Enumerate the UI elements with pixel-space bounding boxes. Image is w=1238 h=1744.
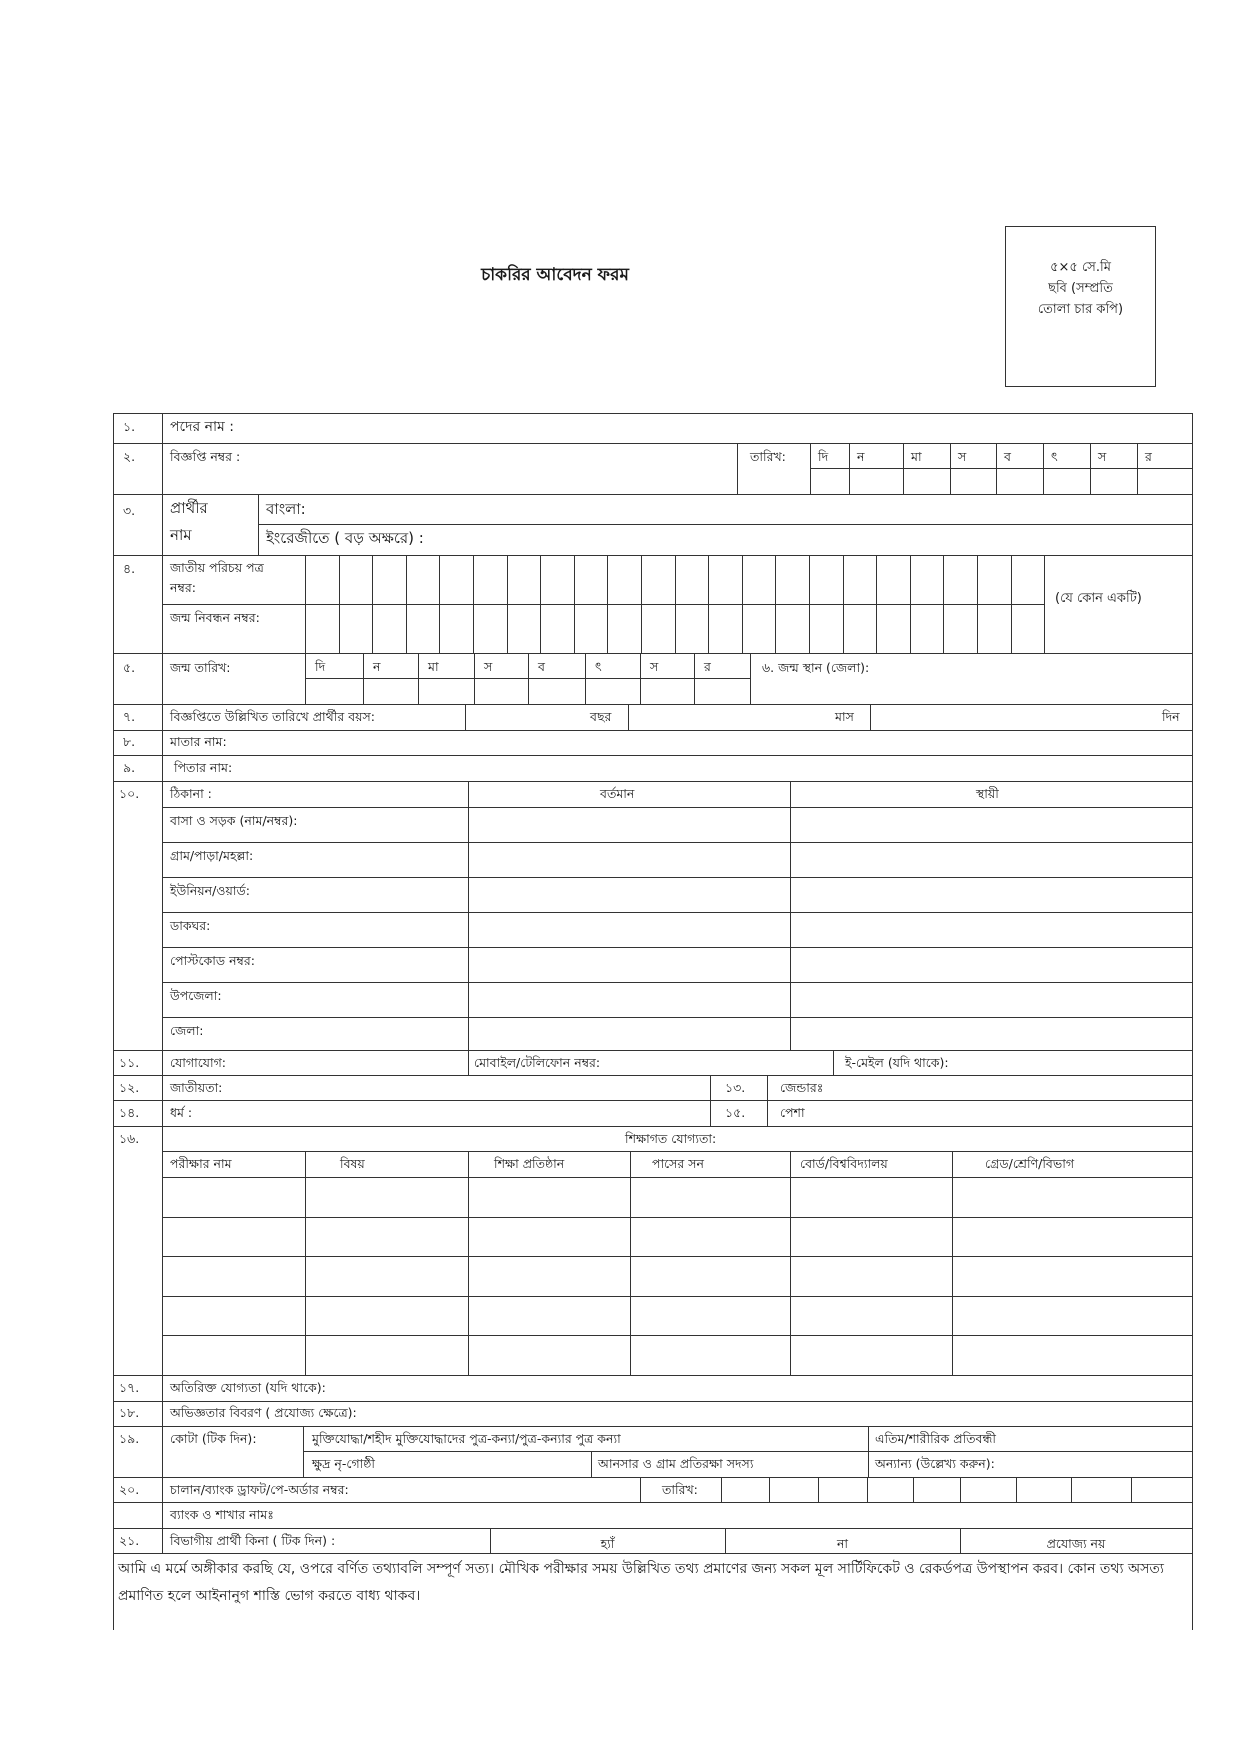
birth-reg-digit-box[interactable] (675, 605, 708, 652)
no-text: না (836, 1536, 849, 1551)
present-address-input[interactable] (469, 1018, 789, 1049)
circular-date-digit[interactable] (849, 469, 903, 493)
circular-date-digit[interactable] (1137, 469, 1192, 493)
quota-label: কোটা (টিক দিন): (170, 1431, 257, 1446)
gender-label: জেন্ডারঃ (780, 1080, 824, 1095)
mother-name-label: মাতার নাম: (170, 734, 227, 749)
present-address-input[interactable] (469, 878, 789, 911)
birth-reg-digit-box[interactable] (473, 605, 506, 652)
grid-line (113, 653, 1192, 654)
row-number: ১৯. (119, 1431, 140, 1446)
father-name-label: পিতার নাম: (174, 760, 233, 775)
address-field-label: বাসা ও সড়ক (নাম/নম্বর): (170, 813, 298, 828)
grid-line (833, 1050, 834, 1075)
grid-line (1192, 413, 1193, 1630)
father-name-field[interactable] (240, 756, 1190, 780)
address-field-label: জেলা: (170, 1023, 204, 1038)
challan-date-digit[interactable] (818, 1478, 867, 1501)
years-unit: বছর (590, 709, 612, 724)
nid-digit-box[interactable] (943, 556, 976, 604)
education-cell[interactable] (469, 1336, 629, 1374)
address-field-label: ইউনিয়ন/ওয়ার্ড: (170, 883, 250, 898)
mother-name-field[interactable] (240, 731, 1190, 754)
bank-branch-field[interactable] (290, 1503, 1190, 1527)
education-column-header: গ্রেড/শ্রেণি/বিভাগ (985, 1156, 1075, 1171)
education-cell[interactable] (163, 1297, 304, 1334)
any-one-note: (যে কোন একটি) (1055, 591, 1142, 606)
nid-digit-box[interactable] (439, 556, 472, 604)
education-cell[interactable] (306, 1218, 467, 1255)
departmental-label: বিভাগীয় প্রার্থী কিনা ( টিক দিন) : (170, 1533, 336, 1548)
education-cell[interactable] (791, 1257, 951, 1295)
education-cell[interactable] (306, 1178, 467, 1216)
experience-label: অভিজ্ঞতার বিবরণ ( প্রযোজ্য ক্ষেত্রে): (170, 1405, 357, 1420)
months-unit: মাস (835, 709, 854, 724)
grid-line (113, 781, 1192, 782)
permanent-address-header: স্থায়ী (976, 786, 999, 801)
nid-label-cont: নম্বর: (170, 580, 196, 595)
additional-qualification-label: অতিরিক্ত যোগ্যতা (যদি থাকে): (170, 1380, 326, 1395)
birth-reg-digit-box[interactable] (775, 605, 808, 652)
education-cell[interactable] (469, 1218, 629, 1255)
row-number: ৩. (123, 503, 136, 518)
birth-date-digit[interactable] (474, 679, 528, 703)
permanent-address-input[interactable] (791, 948, 1191, 981)
education-cell[interactable] (306, 1257, 467, 1295)
contact-label: যোগাযোগ: (170, 1055, 226, 1070)
grid-line (767, 1075, 768, 1126)
row-number: ১৩. (725, 1080, 746, 1095)
quota-ansar-vdp-option[interactable] (592, 1452, 867, 1476)
challan-date-label: তারিখ: (662, 1482, 698, 1497)
birthplace-label: ৬. জন্ম স্থান (জেলা): (762, 660, 870, 675)
circular-date-digit[interactable] (1090, 469, 1137, 493)
birth-reg-digit-box[interactable] (305, 605, 338, 652)
row-number: ১১. (119, 1055, 140, 1070)
birth-date-digit[interactable] (694, 679, 750, 703)
nid-digit-box[interactable] (574, 556, 607, 604)
quota-freedom-fighter-option[interactable] (304, 1427, 867, 1451)
yes-text: হ্যাঁ (600, 1536, 615, 1551)
education-cell[interactable] (953, 1178, 1191, 1216)
date-letter: স (650, 659, 659, 674)
present-address-input[interactable] (469, 948, 789, 981)
name-bangla-field[interactable] (330, 495, 1190, 523)
nid-digit-box[interactable] (607, 556, 640, 604)
education-column-header: বোর্ড/বিশ্ববিদ্যালয় (800, 1156, 888, 1171)
applicant-label: প্রার্থীর (170, 499, 208, 517)
date-letter: ন (857, 449, 865, 464)
education-cell[interactable] (163, 1218, 304, 1255)
age-days-field[interactable] (871, 705, 1191, 729)
nid-digit-box[interactable] (910, 556, 943, 604)
education-cell[interactable] (631, 1297, 789, 1334)
birth-reg-label: জন্ম নিবন্ধন নম্বর: (170, 610, 260, 625)
birth-reg-digit-box[interactable] (843, 605, 876, 652)
row-number: ১৮. (119, 1405, 140, 1420)
row-number: ১৬. (119, 1131, 140, 1146)
departmental-no-option[interactable] (726, 1529, 959, 1553)
quota-ethnic-minority-option[interactable] (304, 1452, 590, 1476)
challan-label: চালান/ব্যাংক ড্রাফট/পে-অর্ডার নম্বর: (170, 1482, 349, 1497)
date-letter: ৎ (595, 659, 602, 674)
date-letter: র (704, 659, 711, 674)
departmental-yes-option[interactable] (491, 1529, 724, 1553)
date-letter: মা (911, 449, 922, 464)
date-letter: স (484, 659, 493, 674)
education-cell[interactable] (163, 1336, 304, 1374)
date-letter: ন (373, 659, 381, 674)
grid-line (113, 413, 114, 1630)
name-english-field[interactable] (470, 524, 1190, 554)
nid-digit-box[interactable] (708, 556, 741, 604)
challan-date-digit[interactable] (960, 1478, 1016, 1501)
birth-reg-digit-box[interactable] (406, 605, 439, 652)
row-number: ১২. (119, 1080, 140, 1095)
education-cell[interactable] (953, 1257, 1191, 1295)
row-number: ৯. (123, 760, 136, 775)
email-field[interactable] (985, 1051, 1190, 1075)
nid-digit-box[interactable] (1011, 556, 1044, 604)
birth-reg-digit-box[interactable] (809, 605, 842, 652)
grid-line (162, 413, 163, 1553)
photo-desc-text: ছবি (সম্প্রতি (1048, 281, 1113, 296)
education-cell[interactable] (469, 1257, 629, 1295)
bank-branch-label: ব্যাংক ও শাখার নামঃ (170, 1507, 274, 1522)
challan-number-field[interactable] (400, 1478, 638, 1502)
row-number: ১. (123, 419, 136, 434)
circular-date-digit[interactable] (996, 469, 1043, 493)
religion-label: ধর্ম : (170, 1105, 193, 1120)
photo-box[interactable] (1005, 226, 1156, 387)
phone-label: মোবাইল/টেলিফোন নম্বর: (474, 1055, 601, 1070)
occupation-field[interactable] (820, 1101, 1190, 1125)
birthplace-field[interactable] (900, 656, 1190, 702)
quota-orphan-text: এতিম/শারীরিক প্রতিবন্ধী (875, 1431, 996, 1446)
grid-line (113, 1553, 1192, 1554)
name-english-label: ইংরেজীতে ( বড় অক্ষরে) : (266, 529, 424, 547)
birth-reg-digit-box[interactable] (910, 605, 943, 652)
birth-reg-digit-box[interactable] (742, 605, 775, 652)
name-bangla-label: বাংলা: (266, 500, 306, 518)
birth-reg-digit-box[interactable] (943, 605, 976, 652)
row-number: ২. (123, 449, 136, 464)
education-column-header: বিষয় (340, 1156, 365, 1171)
education-cell[interactable] (631, 1218, 789, 1255)
photo-copies-text: তোলা চার কপি) (1037, 302, 1124, 317)
education-cell[interactable] (953, 1297, 1191, 1334)
nationality-label: জাতীয়তা: (170, 1080, 223, 1095)
row-number: ২০. (119, 1482, 140, 1497)
additional-qualification-field[interactable] (380, 1376, 1190, 1400)
date-letter: দি (315, 659, 326, 674)
grid-line (162, 1151, 1192, 1152)
quota-freedom-fighter-text: মুক্তিযোদ্ধা/শহীদ মুক্তিযোদ্ধাদের পুত্র-কন্যা/পুত্র-কন্যার পুত্র কন্যা (312, 1431, 621, 1446)
date-letter: র (1145, 449, 1152, 464)
row-number: ৮. (123, 734, 136, 749)
education-cell[interactable] (791, 1336, 951, 1374)
date-letter: ব (538, 659, 545, 674)
quota-orphan-disabled-option[interactable] (869, 1427, 1191, 1451)
declaration-text: আমি এ মর্মে অঙ্গীকার করছি যে, ওপরে বর্ণিত তথ্যাবলি সম্পূর্ণ সত্য। মৌখিক পরীক্ষার সময় উল্লিখিত তথ্য প্রমাণের জন্য সকল মূল সার্টিফিকেট ও রেকর্ডপত্র উপস্থাপন করব। কোন তথ্য অসত্য প্রমাণিত হলে আইনানুগ শাস্তি ভোগ করতে বাধ্য থাকব। (118, 1561, 1164, 1604)
nid-digit-box[interactable] (641, 556, 674, 604)
present-address-input[interactable] (469, 843, 789, 876)
birth-date-digit[interactable] (585, 679, 640, 703)
birth-date-digit[interactable] (640, 679, 694, 703)
nid-digit-box[interactable] (473, 556, 506, 604)
permanent-address-input[interactable] (791, 843, 1191, 876)
birth-reg-digit-box[interactable] (1011, 605, 1044, 652)
row-number: ৭. (123, 709, 136, 724)
birth-date-digit[interactable] (305, 679, 363, 703)
date-letter: দি (818, 449, 829, 464)
education-cell[interactable] (631, 1336, 789, 1374)
education-column-header: পাসের সন (652, 1156, 704, 1171)
nid-digit-box[interactable] (372, 556, 405, 604)
quota-other-text: অন্যান্য (উল্লেখ্য করুন): (875, 1456, 995, 1471)
grid-line (750, 653, 751, 704)
birth-reg-digit-box[interactable] (339, 605, 372, 652)
education-cell[interactable] (469, 1178, 629, 1216)
permanent-address-input[interactable] (791, 913, 1191, 946)
nid-digit-box[interactable] (305, 556, 338, 604)
quota-other-option[interactable] (869, 1452, 1191, 1476)
circular-date-digit[interactable] (810, 469, 849, 493)
education-column-header: পরীক্ষার নাম (170, 1156, 232, 1171)
date-letter: ৎ (1051, 449, 1058, 464)
education-cell[interactable] (306, 1336, 467, 1374)
circular-number-field[interactable] (260, 444, 735, 492)
birth-date-digit[interactable] (363, 679, 418, 703)
name-label: নাম (170, 526, 192, 544)
permanent-address-input[interactable] (791, 1018, 1191, 1049)
row-number: ৪. (123, 561, 136, 576)
form-title: চাকরির আবেদন ফরম (481, 265, 629, 285)
challan-date-digit[interactable] (913, 1478, 960, 1501)
present-address-input[interactable] (469, 808, 789, 841)
permanent-address-input[interactable] (791, 983, 1191, 1016)
birth-reg-digit-box[interactable] (372, 605, 405, 652)
experience-field[interactable] (400, 1402, 1190, 1425)
present-address-input[interactable] (469, 983, 789, 1016)
present-address-header: বর্তমান (600, 786, 635, 801)
challan-date-digit[interactable] (1071, 1478, 1131, 1501)
education-column-header: শিক্ষা প্রতিষ্ঠান (494, 1156, 565, 1171)
challan-date-digit[interactable] (1131, 1478, 1192, 1501)
grid-line (710, 1075, 711, 1126)
birth-reg-digit-box[interactable] (708, 605, 741, 652)
nid-digit-box[interactable] (507, 556, 540, 604)
nid-digit-box[interactable] (742, 556, 775, 604)
education-cell[interactable] (791, 1178, 951, 1216)
age-months-field[interactable] (629, 705, 869, 729)
date-letter: স (1098, 449, 1107, 464)
permanent-address-input[interactable] (791, 808, 1191, 841)
row-number: ২১. (119, 1533, 140, 1548)
nationality-field[interactable] (240, 1076, 708, 1100)
row-number: ১৭. (119, 1380, 140, 1395)
birth-date-digit[interactable] (528, 679, 585, 703)
days-unit: দিন (1162, 709, 1180, 724)
circular-date-digit[interactable] (1043, 469, 1090, 493)
education-cell[interactable] (306, 1297, 467, 1334)
grid-line (1044, 555, 1045, 653)
address-field-label: উপজেলা: (170, 988, 222, 1003)
date-letter: ব (1004, 449, 1011, 464)
departmental-na-option[interactable] (961, 1529, 1191, 1553)
birth-reg-digit-box[interactable] (439, 605, 472, 652)
circular-date-label: তারিখ: (750, 449, 786, 464)
row-number: ১০. (119, 786, 140, 801)
permanent-address-input[interactable] (791, 878, 1191, 911)
photo-size-text: ৫×৫ সে.মি (1050, 260, 1111, 275)
address-field-label: গ্রাম/পাড়া/মহল্লা: (170, 848, 254, 863)
education-cell[interactable] (631, 1257, 789, 1295)
row-number: ৫. (123, 660, 136, 675)
education-cell[interactable] (163, 1257, 304, 1295)
birth-reg-digit-box[interactable] (641, 605, 674, 652)
education-cell[interactable] (163, 1178, 304, 1216)
nid-digit-box[interactable] (339, 556, 372, 604)
grid-line (737, 443, 738, 494)
post-name-field[interactable] (300, 414, 1190, 442)
birth-reg-digit-box[interactable] (607, 605, 640, 652)
birth-reg-digit-box[interactable] (540, 605, 573, 652)
education-cell[interactable] (953, 1336, 1191, 1374)
address-label: ঠিকানা : (170, 786, 212, 801)
quota-ethnic-text: ক্ষুদ্র নৃ-গোষ্ঠী (312, 1456, 375, 1471)
row-number: ১৪. (119, 1105, 140, 1120)
circular-number-label: বিজ্ঞপ্তি নম্বর : (170, 449, 241, 464)
grid-line (113, 1126, 1192, 1127)
birth-reg-digit-box[interactable] (507, 605, 540, 652)
nid-label: জাতীয় পরিচয় পত্র (170, 560, 264, 575)
challan-date-digit[interactable] (721, 1478, 769, 1501)
date-letter: স (958, 449, 967, 464)
nid-digit-box[interactable] (675, 556, 708, 604)
birth-date-label: জন্ম তারিখ: (170, 660, 231, 675)
religion-field[interactable] (220, 1101, 708, 1125)
challan-date-digit[interactable] (769, 1478, 818, 1501)
nid-digit-box[interactable] (775, 556, 808, 604)
nid-digit-box[interactable] (540, 556, 573, 604)
nid-digit-box[interactable] (809, 556, 842, 604)
address-field-label: ডাকঘর: (170, 918, 211, 933)
age-label: বিজ্ঞপ্তিতে উল্লিখিত তারিখে প্রার্থীর বয়স: (170, 709, 375, 724)
education-cell[interactable] (791, 1297, 951, 1334)
birth-reg-digit-box[interactable] (977, 605, 1010, 652)
challan-date-digit[interactable] (867, 1478, 913, 1501)
circular-date-digit[interactable] (950, 469, 996, 493)
education-cell[interactable] (791, 1218, 951, 1255)
present-address-input[interactable] (469, 913, 789, 946)
nid-digit-box[interactable] (977, 556, 1010, 604)
birth-date-digit[interactable] (418, 679, 474, 703)
date-letter: মা (428, 659, 439, 674)
address-field-label: পোস্টকোড নম্বর: (170, 953, 256, 968)
phone-field[interactable] (640, 1051, 830, 1075)
email-label: ই-মেইল (যদি থাকে): (845, 1055, 949, 1070)
birth-reg-digit-box[interactable] (876, 605, 909, 652)
na-text: প্রযোজ্য নয় (1046, 1536, 1106, 1551)
nid-digit-box[interactable] (876, 556, 909, 604)
circular-date-digit[interactable] (903, 469, 950, 493)
birth-reg-digit-box[interactable] (574, 605, 607, 652)
quota-ansar-text: আনসার ও গ্রাম প্রতিরক্ষা সদস্য (598, 1456, 754, 1471)
education-header: শিক্ষাগত যোগ্যতা: (625, 1131, 717, 1146)
post-name-label: পদের নাম : (170, 419, 234, 435)
education-cell[interactable] (469, 1297, 629, 1334)
gender-field[interactable] (840, 1076, 1190, 1100)
row-number: ১৫. (725, 1105, 746, 1120)
challan-date-digit[interactable] (1016, 1478, 1071, 1501)
grid-line (468, 1050, 469, 1075)
education-cell[interactable] (953, 1218, 1191, 1255)
nid-digit-box[interactable] (406, 556, 439, 604)
grid-line (640, 1477, 641, 1502)
occupation-label: পেশা (780, 1105, 805, 1120)
education-cell[interactable] (631, 1178, 789, 1216)
nid-digit-box[interactable] (843, 556, 876, 604)
